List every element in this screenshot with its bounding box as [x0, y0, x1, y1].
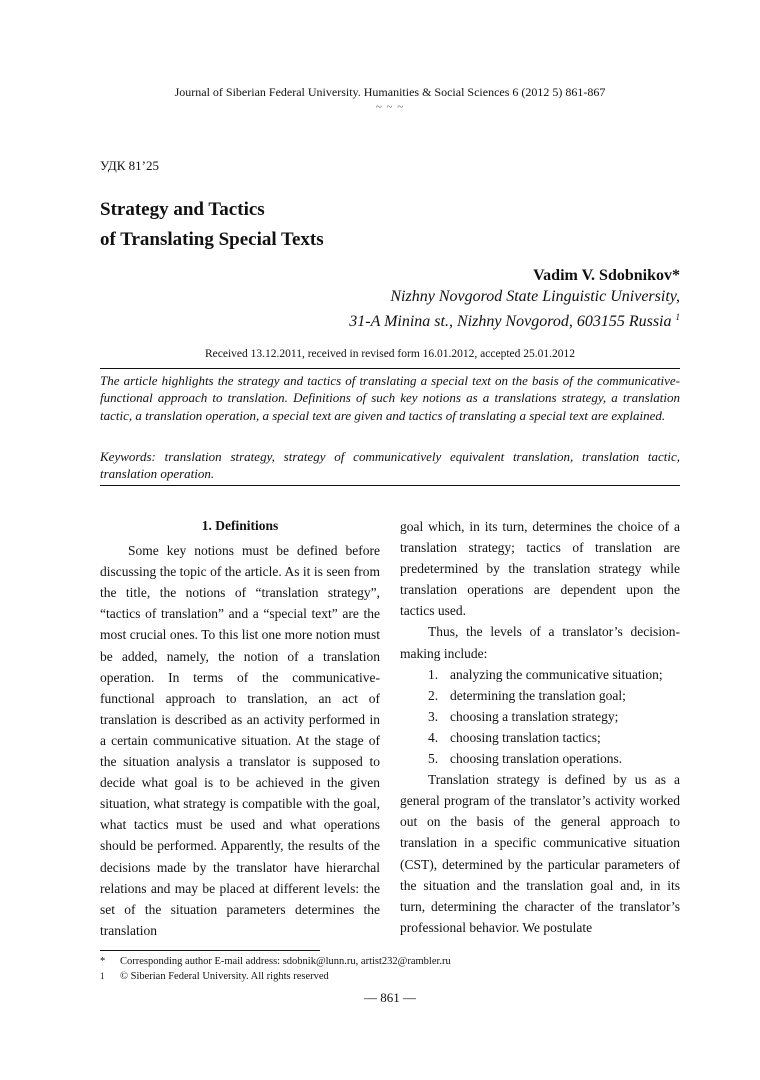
- list-item: [400, 706, 680, 727]
- received-dates: Received 13.12.2011, received in revised form 16.01.2012, accepted 25.01.2012: [204, 348, 576, 360]
- title-line-2: of Translating Special Texts: [100, 229, 324, 250]
- footnotes: [100, 954, 680, 984]
- right-paragraph-1: goal which, in its turn, determines the choice of a translation strategy; tactics of translation are predetermined by the translation strategy while translation operations are dependent upon the tactics used.: [400, 519, 680, 619]
- author-name: Vadim V. Sdobnikov*: [533, 267, 680, 284]
- footnote-corresponding: [100, 954, 680, 969]
- left-column: [100, 515, 380, 941]
- list-item-number: 2.: [428, 687, 439, 703]
- list-item: [400, 685, 680, 706]
- list-item-text: determining the translation goal;: [450, 687, 626, 703]
- footnote-text: © Siberian Federal University. All rights reserved: [120, 971, 329, 982]
- title-line-1: Strategy and Tactics: [100, 199, 265, 220]
- keywords: Keywords: translation strategy, strategy of communicatively equivalent translation, translation tactic, translation operation.: [100, 449, 680, 482]
- right-paragraph-2: Thus, the levels of a translator’s decision-making include:: [400, 624, 680, 661]
- abstract-bottom-rule: [100, 485, 680, 486]
- list-item-text: analyzing the communicative situation;: [450, 666, 663, 682]
- affiliation-footnote-mark: 1: [675, 312, 680, 322]
- page-number: — 861 —: [364, 990, 416, 1005]
- footnote-mark: 1: [100, 971, 105, 981]
- footnote-rule: [100, 950, 320, 951]
- udk-code: УДК 81’25: [100, 158, 160, 173]
- left-paragraph: Some key notions must be defined before discussing the topic of the article. As it is seen from the title, the notions of “translation strategy”, “tactics of translation” and a “special text” are the most crucial ones. To this list one more notion must be added, namely, the notion of a translation operation. In terms of the communicative-functional approach to translation, an act of translation is described as an activity performed in a certain communicative situation. At the stage of the situation analysis a translator is supposed to decide what goal is to be achieved in the given situation, what strategy is compatible with the goal, what tactics must be used and what operations should be performed. Apparently, the results of the decisions made by the translator have hierarchal relations and may be placed at different levels: the set of the situation parameters determines the translation: [100, 543, 380, 938]
- author-affiliation-1: Nizhny Novgorod State Linguistic University,: [390, 288, 680, 305]
- abstract: The article highlights the strategy and tactics of translating a special text on the basis of the communicative-functional approach to translation. Definitions of such key notions as a translations strategy, a translation tactic, a translation operation, a special text are given and tactics of translating a special text are explained.: [100, 373, 680, 423]
- author-block: [300, 265, 680, 332]
- list-item-text: choosing translation tactics;: [450, 729, 601, 745]
- section-heading: 1. Definitions: [201, 518, 279, 533]
- list-item-number: 5.: [428, 751, 439, 767]
- footnote-copyright: [100, 969, 680, 984]
- list-item-number: 3.: [428, 708, 439, 724]
- list-item-text: choosing a translation strategy;: [450, 708, 619, 724]
- article-title: [100, 195, 324, 255]
- list-item-number: 1.: [428, 666, 439, 682]
- decision-levels-list: [400, 664, 680, 769]
- right-column: [400, 516, 680, 938]
- list-item: [400, 664, 680, 685]
- footnote-mark: *: [100, 956, 106, 967]
- journal-header: Journal of Siberian Federal University. Humanities & Social Sciences 6 (2012 5) 861-867: [174, 85, 606, 99]
- affiliation-address: 31-A Minina st., Nizhny Novgorod, 603155 Russia: [349, 313, 672, 330]
- abstract-top-rule: [100, 368, 680, 369]
- header-ornament: ~ ~ ~: [375, 101, 405, 113]
- list-item: [400, 727, 680, 748]
- list-item-text: choosing translation operations.: [450, 751, 623, 767]
- list-item: [400, 748, 680, 769]
- list-item-number: 4.: [428, 729, 439, 745]
- author-affiliation-2: [300, 307, 680, 332]
- footnote-text: Corresponding author E-mail address: sdobnik@lunn.ru, artist232@rambler.ru: [120, 956, 451, 967]
- right-paragraph-3: Translation strategy is defined by us as a general program of the translator’s activity worked out on the basis of the general approach to translation in a specific communicative situation (CST), determined by the particular parameters of the situation and the translation goal and, in its turn, determining the character of the translator’s professional behavior. We postulate: [400, 772, 680, 935]
